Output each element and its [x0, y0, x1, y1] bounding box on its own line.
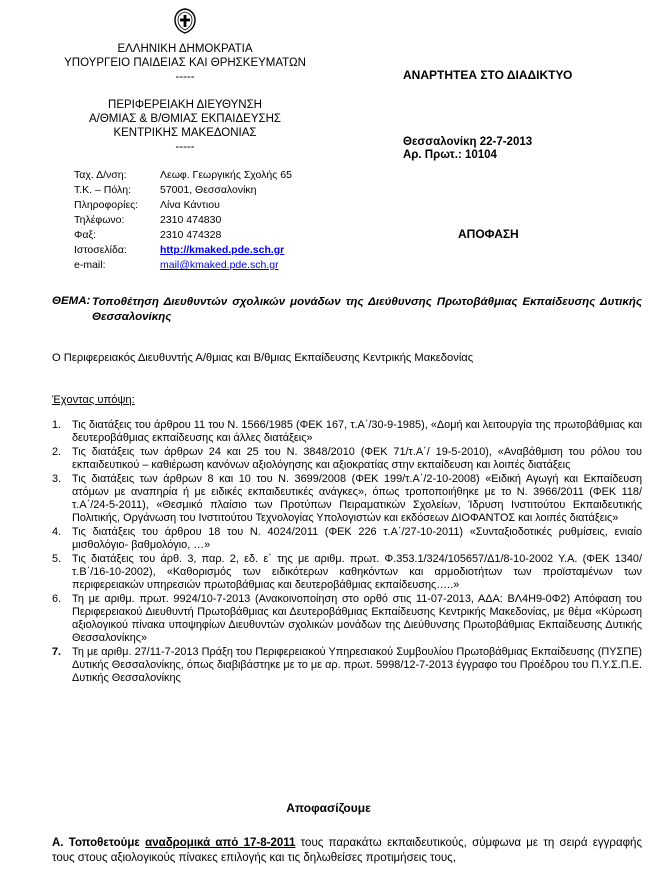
section-a-text: τους παρακάτω εκπαιδευτικούς, σύμφωνα με τη σειρά εγγραφής τους στους αξιολογικούς πίνακες επιλογής και τις δηλωθείσες προτιμήσεις τους,: [52, 837, 642, 864]
subject-label: ΘΕΜΑ:: [52, 295, 91, 307]
header-separator: -----: [175, 141, 195, 153]
document-date: Θεσσαλονίκη 22-7-2013: [403, 136, 533, 148]
consideration-item: [52, 646, 642, 685]
we-decide-heading: Αποφασίζουμε: [286, 801, 371, 815]
item-number: 6.: [52, 593, 62, 605]
directorate-line-3: ΚΕΝΤΡΙΚΗΣ ΜΑΚΕΔΟΝΙΑΣ: [113, 127, 257, 139]
contact-row: [74, 213, 221, 227]
post-online-notice: ΑΝΑΡΤΗΤΕΑ ΣΤΟ ΔΙΑΔΙΚΤΥΟ: [403, 68, 573, 82]
protocol-number: Αρ. Πρωτ.: 10104: [403, 149, 497, 161]
contact-value: 2310 474328: [160, 229, 222, 241]
item-text: Τις διατάξεις των άρθρων 8 και 10 του Ν. 3699/2008 (ΦΕΚ 199/τ.Α΄/2-10-2008) «Ειδική Αγωγή και Εκπαίδευση ατόμων με αναπηρία ή με ειδικές εκπαιδευτικές ανάγκες», όπως τροποποιήθηκε με το Ν. 3966/2011 (ΦΕΚ 118/τ.Α΄/24-5-2011), «Θεσμικό πλαίσιο των Προτύπων Πειραματικών Σχολείων, Ίδρυση Ινστιτούτου Εκπαιδευτικής Πολιτικής, Οργάνωση του Ινστιτούτου Τεχνολογίας Υπολογιστών και εκδόσεων ΔΙΟΦΑΝΤΟΣ και λοιπές διατάξεις»: [72, 473, 642, 524]
consideration-item: [52, 446, 642, 472]
item-number: 7.: [52, 646, 62, 658]
item-text: Τη με αριθμ. πρωτ. 9924/10-7-2013 (Ανακοινοποίηση στο ορθό στις 11-07-2013, ΑΔΑ: ΒΛ4Η9-0Φ2) Απόφαση του Περιφερειακού Διευθυντή Πρωτοβάθμιας και Δευτεροβάθμιας Εκπαίδευσης Κεντρικής Μακεδονίας, με θέμα «Κύρωση αξιολογικού πίνακα υποψηφίων Διευθυντών σχολικών μονάδων της Διεύθυνσης Πρωτοβάθμιας Εκπαίδευσης Δυτικής Θεσσαλονίκης»: [72, 593, 642, 644]
consideration-item: [52, 526, 642, 552]
contact-label: Φαξ:: [74, 229, 97, 241]
directorate-line-2: Α/ΘΜΙΑΣ & Β/ΘΜΙΑΣ ΕΚΠΑΙΔΕΥΣΗΣ: [88, 113, 282, 125]
contact-row: [74, 183, 257, 197]
directorate-line-1: ΠΕΡΙΦΕΡΕΙΑΚΗ ΔΙΕΥΘΥΝΣΗ: [108, 99, 262, 111]
item-text: Τις διατάξεις του άρθ. 3, παρ. 2, εδ. ε΄ της με αριθμ. πρωτ. Φ.353.1/324/105657/Δ1/8-10-2002 Υ.Α. (ΦΕΚ 1340/τ.Β΄/16-10-2002), «Καθορισμός των ειδικότερων καθηκόντων και αρμοδιοτήτων των προϊσταμένων των περιφερειακών υπηρεσιών πρωτοβάθμιας και δευτεροβάθμιας εκπαίδευσης…..»: [72, 553, 642, 591]
contact-label: Ταχ. Δ/νση:: [74, 169, 127, 181]
item-number: 1.: [52, 419, 62, 431]
item-text: Τις διατάξεις των άρθρων 24 και 25 του Ν. 3848/2010 (ΦΕΚ 71/τ.Α΄/ 19-5-2010), «Αναβάθμιση του ρόλου του εκπαιδευτικού – καθιέρωση κανόνων αξιολόγησης και αξιοκρατίας στην εκπαίδευση και λοιπές διατάξεις: [72, 446, 642, 471]
contact-row: [74, 243, 284, 257]
contact-label: Τηλέφωνο:: [74, 214, 125, 226]
contact-value: Λίνα Κάντιου: [160, 199, 220, 211]
item-number: 5.: [52, 553, 62, 565]
section-a-date: αναδρομικά από 17-8-2011: [145, 837, 296, 849]
subject-text: Τοποθέτηση Διευθυντών σχολικών μονάδων της Διεύθυνσης Πρωτοβάθμιας Εκπαίδευσης Δυτικής Θεσσαλονίκης: [92, 296, 642, 323]
consideration-item: [52, 473, 642, 525]
contact-row: [74, 168, 292, 182]
considerations-list: [52, 419, 642, 686]
header-separator: -----: [175, 71, 195, 83]
contact-label: Ιστοσελίδα:: [74, 244, 127, 256]
item-number: 4.: [52, 526, 62, 538]
contact-label: Πληροφορίες:: [74, 199, 139, 211]
contact-value: 57001, Θεσσαλονίκη: [160, 184, 257, 196]
consideration-item: [52, 419, 642, 445]
contact-label: e-mail:: [74, 259, 106, 271]
contact-row: [74, 258, 279, 272]
contact-row: [74, 228, 221, 242]
section-a-prefix: Α. Τοποθετούμε: [52, 837, 140, 849]
email-link[interactable]: mail@kmaked.pde.sch.gr: [160, 259, 279, 271]
section-a-paragraph: [52, 836, 642, 866]
item-number: 2.: [52, 446, 62, 458]
decision-label: ΑΠΟΦΑΣΗ: [458, 227, 519, 241]
item-text: Τις διατάξεις του άρθρου 18 του Ν. 4024/2011 (ΦΕΚ 226 τ.Α΄/27-10-2011) «Συνταξιοδοτικές ρυθμίσεις, ενιαίο μισθολόγιο- βαθμολόγιο, …»: [72, 526, 642, 551]
contact-row: [74, 198, 220, 212]
item-text: Τη με αριθμ. 27/11-7-2013 Πράξη του Περιφερειακού Υπηρεσιακού Συμβουλίου Πρωτοβάθμιας Εκπαίδευσης (ΠΥΣΠΕ) Δυτικής Θεσσαλονίκης, όπως διαβιβάστηκε με το με αρ. πρωτ. 5998/12-7-2013 έγγραφο του Προέδρου του Π.Υ.Σ.Π.Ε. Δυτικής Θεσσαλονίκης: [72, 646, 642, 684]
ministry-name: ΥΠΟΥΡΓΕΙΟ ΠΑΙΔΕΙΑΣ ΚΑΙ ΘΡΗΣΚΕΥΜΑΤΩΝ: [64, 57, 306, 69]
contact-value: Λεωφ. Γεωργικής Σχολής 65: [160, 169, 292, 181]
item-text: Τις διατάξεις του άρθρου 11 του Ν. 1566/1985 (ΦΕΚ 167, τ.Α΄/30-9-1985), «Δομή και λειτουργία της πρωτοβάθμιας και δευτεροβάθμιας εκπαίδευσης και άλλες διατάξεις»: [72, 419, 642, 444]
issuer-line: Ο Περιφερειακός Διευθυντής Α/θμιας και Β/θμιας Εκπαίδευσης Κεντρικής Μακεδονίας: [52, 352, 474, 364]
contact-label: Τ.Κ. – Πόλη:: [74, 184, 132, 196]
consideration-item: [52, 593, 642, 645]
consideration-item: [52, 553, 642, 592]
contact-value: 2310 474830: [160, 214, 222, 226]
website-link[interactable]: http://kmaked.pde.sch.gr: [160, 244, 285, 256]
item-number: 3.: [52, 473, 62, 485]
considering-label: Έχοντας υπόψη:: [52, 394, 135, 406]
greek-emblem-icon: [172, 8, 198, 34]
republic-name: ΕΛΛΗΝΙΚΗ ΔΗΜΟΚΡΑΤΙΑ: [117, 43, 253, 55]
